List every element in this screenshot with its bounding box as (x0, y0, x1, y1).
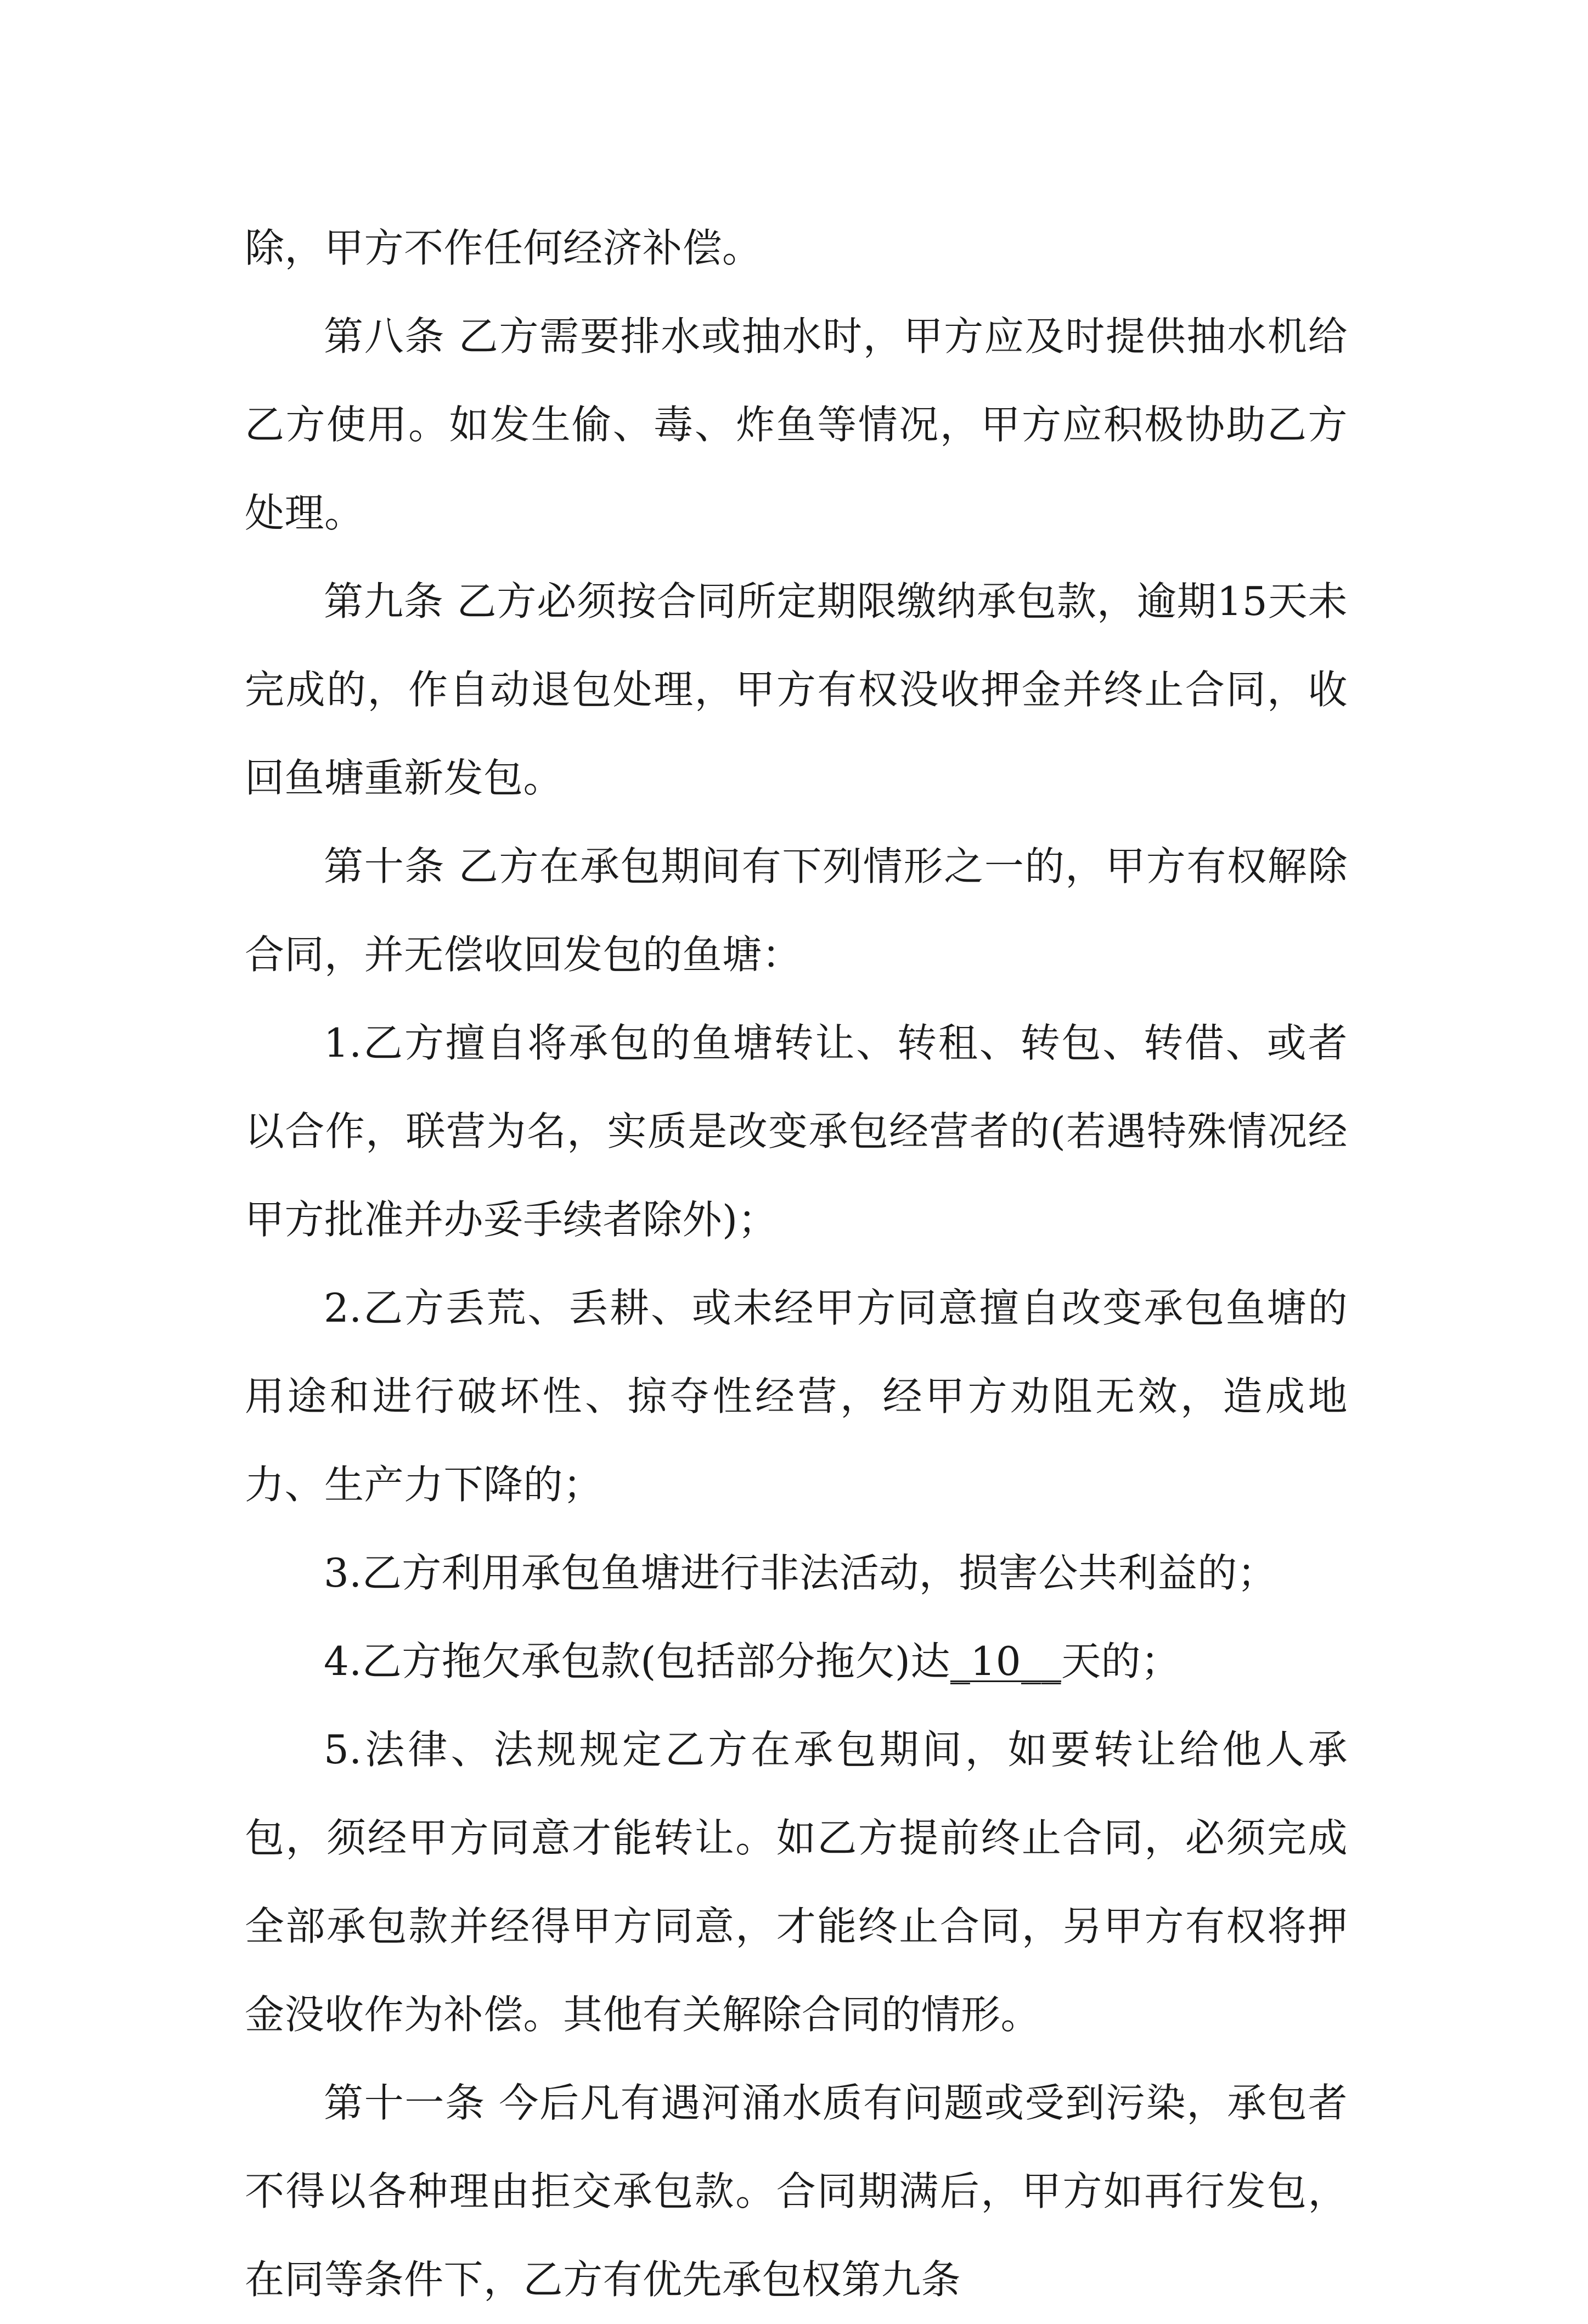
fill-in-blank-days: _10__ (950, 1638, 1062, 1684)
paragraph-article-10: 第十条 乙方在承包期间有下列情形之一的，甲方有权解除合同，并无偿收回发包的鱼塘： (245, 843, 1348, 978)
list-item-5: 5.法律、法规规定乙方在承包期间，如要转让给他人承包，须经甲方同意才能转让。如乙方提前终止合同，必须完成全部承包款并经得甲方同意，才能终止合同，另甲方有权将押金没收作为补偿。其他有关解除合同的情形。 (245, 1727, 1348, 2038)
paragraph-article-11: 第十一条 今后凡有遇河涌水质有问题或受到污染，承包者不得以各种理由拒交承包款。合同期满后，甲方如再行发包，在同等条件下，乙方有优先承包权第九条 (245, 2080, 1348, 2303)
document-body (245, 204, 1348, 2324)
paragraph-article-8: 第八条 乙方需要排水或抽水时，甲方应及时提供抽水机给乙方使用。如发生偷、毒、炸鱼等情况，甲方应积极协助乙方处理。 (245, 313, 1348, 536)
list-item-4 (245, 1617, 1348, 1706)
list-item-4-tail: 天的； (1061, 1638, 1181, 1684)
list-item-1: 1.乙方擅自将承包的鱼塘转让、转租、转包、转借、或者以合作，联营为名，实质是改变承包经营者的(若遇特殊情况经甲方批准并办妥手续者除外)； (245, 1020, 1348, 1243)
paragraph-article-9: 第九条 乙方必须按合同所定期限缴纳承包款，逾期15天未完成的，作自动退包处理，甲方有权没收押金并终止合同，收回鱼塘重新发包。 (245, 578, 1348, 801)
list-item-3: 3.乙方利用承包鱼塘进行非法活动，损害公共利益的； (324, 1550, 1277, 1596)
list-item-4-text: 4.乙方拖欠承包款(包括部分拖欠)达 (324, 1638, 950, 1684)
paragraph-continuation: 除，甲方不作任何经济补偿。 (245, 225, 762, 271)
list-item-2: 2.乙方丢荒、丢耕、或未经甲方同意擅自改变承包鱼塘的用途和进行破坏性、掠夺性经营，经甲方劝阻无效，造成地力、生产力下降的； (245, 1285, 1348, 1508)
